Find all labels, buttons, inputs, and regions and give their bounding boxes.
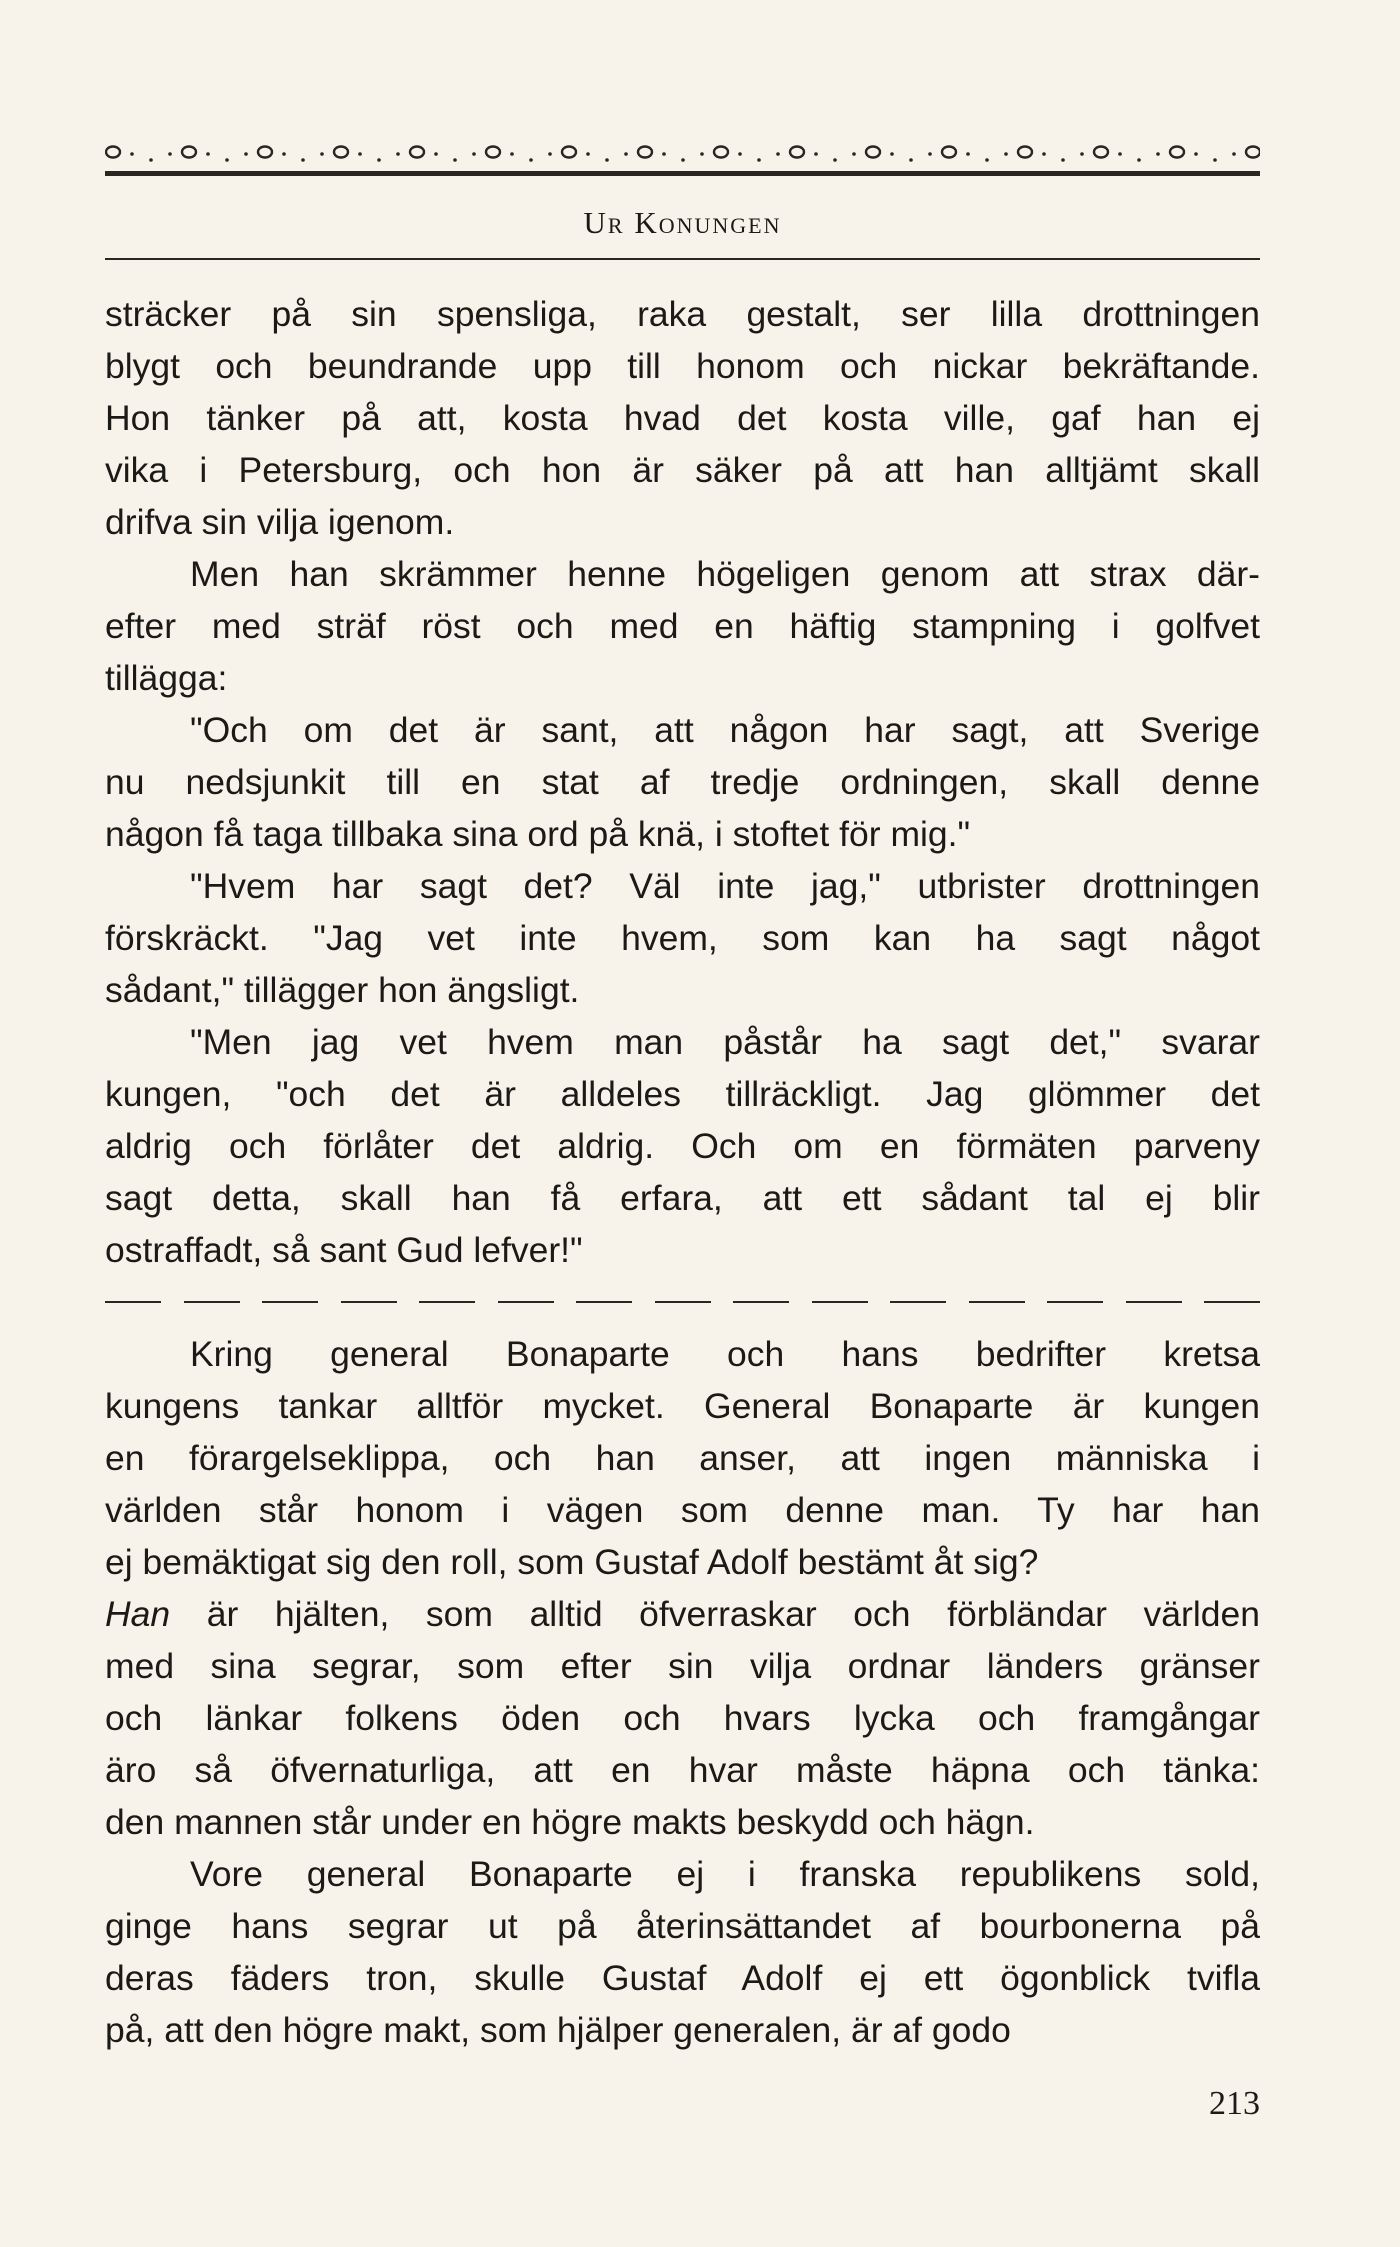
ornament-ring [182, 147, 196, 158]
ornament-dot [757, 158, 761, 162]
ornament-ring [1018, 147, 1032, 158]
ornament-ring [486, 147, 500, 158]
text-line: någon få taga tillbaka sina ord på knä, i stoftet för mig." [105, 814, 971, 854]
ornament-ring [1094, 147, 1108, 158]
ornament-dot [890, 152, 894, 156]
text-line: världen står honom i vägen som denne man. Ty har han [105, 1490, 1260, 1530]
text-line: nu nedsjunkit till en stat af tredje ordningen, skall denne [105, 762, 1260, 802]
ornament-dot [434, 152, 438, 156]
dash-mark [341, 1301, 397, 1303]
text-line: kungen, "och det är alldeles tillräckligt. Jag glömmer det [105, 1074, 1260, 1114]
dash-mark [1204, 1301, 1260, 1303]
ornament-ring [714, 147, 728, 158]
ornament-dot [453, 158, 457, 162]
dash-mark [1126, 1301, 1182, 1303]
decorative-header-ornament [105, 118, 1260, 178]
ornament-ring [942, 147, 956, 158]
text-section-after-break [105, 1328, 1260, 2056]
text-line: Hon tänker på att, kosta hvad det kosta ville, gaf han ej [105, 398, 1260, 438]
text-line: "Men jag vet hvem man påstår ha sagt det," svarar [190, 1022, 1260, 1062]
ornament-dot [1118, 152, 1122, 156]
text-line: Kring general Bonaparte och hans bedrifter kretsa [190, 1334, 1260, 1374]
text-line: aldrig och förlåter det aldrig. Och om en förmäten parveny [105, 1126, 1260, 1166]
text-line-rest: är hjälten, som alltid öfverraskar och förbländar världen [170, 1594, 1260, 1634]
ornament-dot [1137, 158, 1141, 162]
text-line: blygt och beundrande upp till honom och nickar bekräftande. [105, 346, 1260, 386]
ornament-dot [1232, 152, 1236, 156]
ornament-ring [334, 147, 348, 158]
text-line: deras fäders tron, skulle Gustaf Adolf ej ett ögonblick tvifla [105, 1958, 1260, 1998]
ornament-dot [833, 158, 837, 162]
ornament-ring [410, 147, 424, 158]
ornament-dot [624, 152, 628, 156]
text-line: ginge hans segrar ut på återinsättandet af bourbonerna på [105, 1906, 1260, 1946]
dash-mark [105, 1301, 161, 1303]
dash-mark [890, 1301, 946, 1303]
text-line: Men han skrämmer henne högeligen genom att strax där- [190, 554, 1260, 594]
dash-mark [262, 1301, 318, 1303]
running-head: Ur Konungen [583, 205, 782, 240]
text-line: Vore general Bonaparte ej i franska republikens sold, [190, 1854, 1260, 1894]
ornament-dot [244, 152, 248, 156]
ornament-ring [790, 147, 804, 158]
ornament-ring [258, 147, 272, 158]
ornament-dot [377, 158, 381, 162]
text-line: sådant," tillägger hon ängsligt. [105, 970, 580, 1010]
text-line: "Hvem har sagt det? Väl inte jag," utbrister drottningen [190, 866, 1260, 906]
ornament-dot [1042, 152, 1046, 156]
ornament-dot [358, 152, 362, 156]
ornament-dot [814, 152, 818, 156]
text-line: "Och om det är sant, att någon har sagt, att Sverige [190, 710, 1260, 750]
ornament-dot [985, 158, 989, 162]
ornament-dot [529, 158, 533, 162]
ornament-dot [966, 152, 970, 156]
dash-mark [733, 1301, 789, 1303]
body-text [105, 288, 1260, 2056]
ornament-ring [638, 147, 652, 158]
ornament-dot [738, 152, 742, 156]
dash-mark [184, 1301, 240, 1303]
ornament-dot [168, 152, 172, 156]
ornament-dot [1061, 158, 1065, 162]
ornament-dot [225, 158, 229, 162]
text-section-before-break [105, 288, 1260, 1276]
ornament-dot [662, 152, 666, 156]
ornament-dot [472, 152, 476, 156]
ornament-dot [852, 152, 856, 156]
header-rule [105, 258, 1260, 260]
ornament-ring [562, 147, 576, 158]
ornament-dot [282, 152, 286, 156]
italic-emphasis: Han [105, 1594, 171, 1634]
text-line: sagt detta, skall han få erfara, att ett sådant tal ej blir [105, 1178, 1260, 1218]
dash-mark [576, 1301, 632, 1303]
text-line: förskräckt. "Jag vet inte hvem, som kan ha sagt något [105, 918, 1260, 958]
ornament-dot [510, 152, 514, 156]
dash-mark [419, 1301, 475, 1303]
dash-mark [498, 1301, 554, 1303]
ornament-dot [149, 158, 153, 162]
text-line: efter med sträf röst och med en häftig stampning i golfvet [105, 606, 1260, 646]
ornament-dot [586, 152, 590, 156]
ornament-dot [1080, 152, 1084, 156]
ornament-dot [130, 152, 134, 156]
text-line: vika i Petersburg, och hon är säker på att han alltjämt skall [105, 450, 1260, 490]
text-line: ostraffadt, så sant Gud lefver!" [105, 1230, 583, 1270]
text-line: med sina segrar, som efter sin vilja ordnar länders gränser [105, 1646, 1260, 1686]
text-line: äro så öfvernaturliga, att en hvar måste häpna och tänka: [105, 1750, 1260, 1790]
dash-mark [969, 1301, 1025, 1303]
ornament-dot [1213, 158, 1217, 162]
text-line: den mannen står under en högre makts beskydd och hägn. [105, 1802, 1035, 1842]
ornament-dot [605, 158, 609, 162]
dash-mark [812, 1301, 868, 1303]
ornament-dot [700, 152, 704, 156]
ornament-dot [1004, 152, 1008, 156]
ornament-dot [1194, 152, 1198, 156]
section-break-dashes [105, 1276, 1260, 1328]
ornament-ring [106, 147, 120, 158]
text-line: sträcker på sin spensliga, raka gestalt, ser lilla drottningen [105, 294, 1260, 334]
dash-mark [655, 1301, 711, 1303]
text-line [105, 1588, 1260, 1640]
ornament-dot [1156, 152, 1160, 156]
text-line: ej bemäktigat sig den roll, som Gustaf Adolf bestämt åt sig? [105, 1542, 1039, 1582]
ornament-dot [396, 152, 400, 156]
text-line: kungens tankar alltför mycket. General Bonaparte är kungen [105, 1386, 1260, 1426]
ornament-dot [776, 152, 780, 156]
ornament-dot [301, 158, 305, 162]
ornament-ring [866, 147, 880, 158]
ornament-dot [206, 152, 210, 156]
ornament-dot [909, 158, 913, 162]
ornament-dot [548, 152, 552, 156]
ornament-ring [1170, 147, 1184, 158]
ornament-dot [928, 152, 932, 156]
text-line: en förargelseklippa, och han anser, att ingen människa i [105, 1438, 1260, 1478]
dash-mark [1047, 1301, 1103, 1303]
page-number: 213 [1209, 2085, 1260, 2122]
text-line: och länkar folkens öden och hvars lycka och framgångar [105, 1698, 1260, 1738]
text-line: på, att den högre makt, som hjälper generalen, är af godo [105, 2010, 1011, 2050]
text-line: drifva sin vilja igenom. [105, 502, 455, 542]
ornament-dot [681, 158, 685, 162]
ornament-ring [1246, 147, 1260, 158]
text-line: tillägga: [105, 658, 228, 698]
ornament-dot [320, 152, 324, 156]
